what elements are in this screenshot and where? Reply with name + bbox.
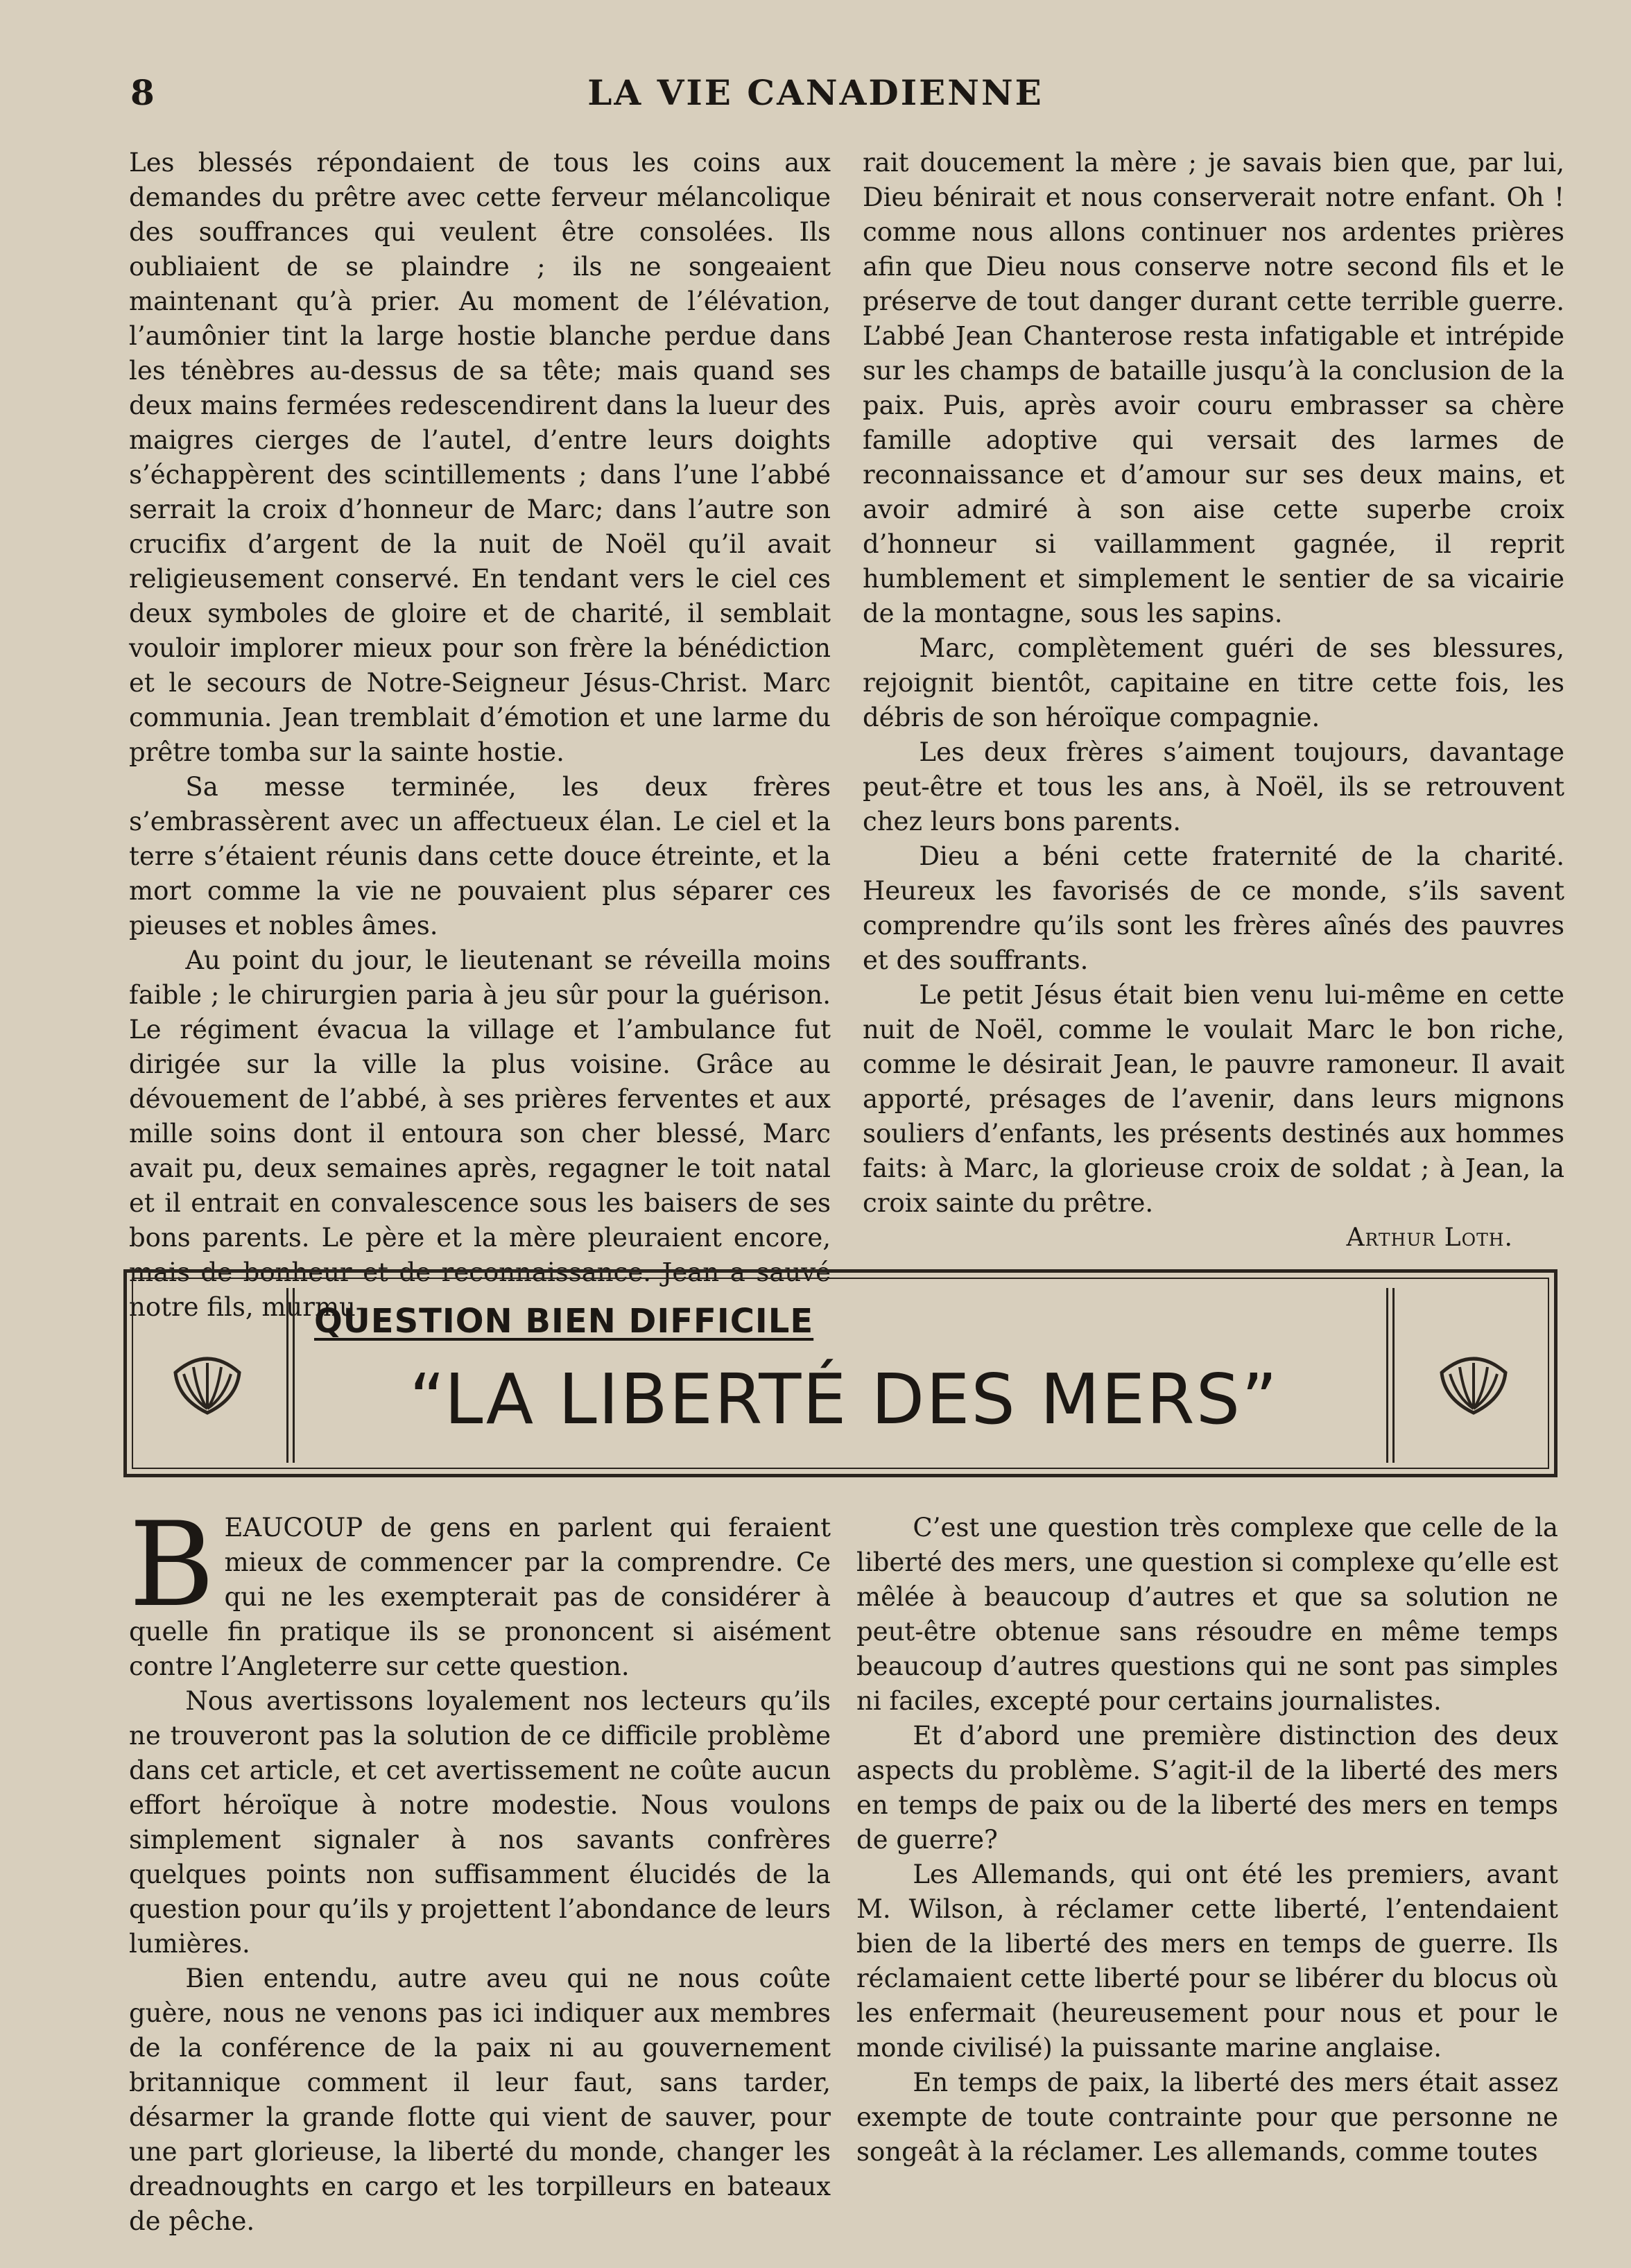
paragraph: Les Allemands, qui ont été les premiers, avant M. Wilson, à réclamer cette liberté, l’entendaient bien de la liberté des mers en temps de guerre. Ils réclamaient cette liberté pour se libérer du blocus où les enfermait (heureusement pour nous et pour le monde civilisé) la puissante marine anglaise. — [856, 1859, 1558, 2063]
paragraph: Sa messe terminée, les deux frères s’embrassèrent avec un affectueux élan. Le ciel et la terre s’étaient réunis dans cette douce étreinte, et la mort comme la vie ne pouvaient plus séparer ces pieuses et nobles âmes. — [129, 772, 831, 940]
shell-ornament-icon — [170, 1349, 245, 1416]
shell-ornament-icon — [1436, 1349, 1511, 1416]
paragraph: Dieu a béni cette fraternité de la charité. Heureux les favorisés de ce monde, s’ils savent comprendre qu’ils sont les frères aînés des pauvres et des souffrants. — [863, 841, 1564, 975]
article-column-left — [129, 1497, 831, 2239]
paragraph: Au point du jour, le lieutenant se réveilla moins faible ; le chirurgien paria à jeu sûr pour la guérison. Le régiment évacua la village et l’ambulance fut dirigée sur la ville la plus voisine. Grâce au dévouement de l’abbé, à ses prières ferventes et aux mille soins dont il entoura son cher blessé, Marc avait pu, deux semaines après, regagner le toit natal et il entrait en convalescence sous les baisers de ses bons parents. Le père et la mère pleuraient encore, mais de bonheur et de reconnaissance. Jean a sauvé notre fils, murmu- — [129, 945, 831, 1322]
article-column-right — [856, 1511, 1558, 2170]
paragraph: Les deux frères s’aiment toujours, davantage peut-être et tous les ans, à Noël, ils se retrouvent chez leurs bons parents. — [863, 737, 1564, 836]
lead-word: EAUCOUP — [224, 1513, 363, 1543]
story-column-left — [129, 146, 831, 1325]
article-kicker: QUESTION BIEN DIFFICILE — [314, 1302, 814, 1341]
paragraph: C’est une question très complexe que celle de la liberté des mers, une question si complexe qu’elle est mêlée à beaucoup d’autres et que sa solution ne peut-être obtenue sans résoudre en même temps beaucoup d’autres questions qui ne sont pas simples ni faciles, excepté pour certains journalistes. — [856, 1513, 1558, 1716]
title-box-rule-left — [286, 1288, 295, 1463]
paragraph: Bien entendu, autre aveu qui ne nous coûte guère, nous ne venons pas ici indiquer aux membres de la conférence de la paix ni au gouvernement britannique comment il leur faut, sans tarder, désarmer la grande flotte qui vient de sauver, pour une part glorieuse, la liberté du monde, changer les dreadnoughts en cargo et les torpilleurs en bateaux de pêche. — [129, 1964, 831, 2236]
page-number: 8 — [130, 72, 155, 113]
paragraph: Et d’abord une première distinction des deux aspects du problème. S’agit-il de la liberté des mers en temps de paix ou de la liberté des mers en temps de guerre? — [856, 1721, 1558, 1855]
lead-paragraph — [129, 1497, 831, 1684]
paragraph: Nous avertissons loyalement nos lecteurs qu’ils ne trouveront pas la solution de ce difficile problème dans cet article, et cet avertissement ne coûte aucun effort héroïque à notre modestie. Nous voulons simplement signaler à nos savants confrères quelques points non suffisamment élucidés de la question pour qu’ils y projettent l’abondance de leurs lumières. — [129, 1686, 831, 1959]
lead-text: de gens en parlent qui feraient mieux de commencer par la comprendre. Ce qui ne les exempterait pas de considérer à quelle fin pratique ils se prononcent si aisément contre l’Angleterre sur cette question. — [129, 1513, 831, 1681]
paragraph: rait doucement la mère ; je savais bien que, par lui, Dieu bénirait et nous conserverait notre enfant. Oh ! comme nous allons continuer nos ardentes prières afin que Dieu nous conserve notre second fils et le préserve de tout danger durant cette terrible guerre. L’abbé Jean Chanterose resta infatigable et intrépide sur les champs de bataille jusqu’à la conclusion de la paix. Puis, après avoir couru embrasser sa chère famille adoptive qui versait des larmes de reconnaissance et d’amour sur ses deux mains, et avoir admiré à son aise cette superbe croix d’honneur si vaillamment gagnée, il reprit humblement et simplement le sentier de sa vicairie de la montagne, sous les sapins. — [863, 148, 1564, 628]
drop-cap: B — [129, 1497, 215, 1633]
running-title: LA VIE CANADIENNE — [587, 72, 1044, 113]
article-headline: “LA LIBERTÉ DES MERS” — [409, 1359, 1279, 1440]
paragraph: Le petit Jésus était bien venu lui-même en cette nuit de Noël, comme le voulait Marc le bon riche, comme le désirait Jean, le pauvre ramoneur. Il avait apporté, présages de l’avenir, dans leurs mignons souliers d’enfants, les présents destinés aux hommes faits: à Marc, la glorieuse croix de soldat ; à Jean, la croix sainte du prêtre. — [863, 980, 1564, 1218]
author-signature: Arthur Loth. — [1346, 1223, 1513, 1252]
story-column-right — [863, 146, 1564, 1255]
title-box-rule-right — [1386, 1288, 1395, 1463]
paragraph: En temps de paix, la liberté des mers était assez exempte de toute contrainte pour que personne ne songeât à la réclamer. Les allemands, comme toutes — [856, 2068, 1558, 2167]
article-title-box — [123, 1269, 1557, 1477]
paragraph: Marc, complètement guéri de ses blessures, rejoignit bientôt, capitaine en titre cette fois, les débris de son héroïque compagnie. — [863, 633, 1564, 732]
paragraph: Les blessés répondaient de tous les coins aux demandes du prêtre avec cette ferveur mélancolique des souffrances qui veulent être consolées. Ils oubliaient de se plaindre ; ils ne songeaient maintenant qu’à prier. Au moment de l’élévation, l’aumônier tint la large hostie blanche perdue dans les ténèbres au-dessus de sa tête; mais quand ses deux mains fermées redescendirent dans la lueur des maigres cierges de l’autel, d’entre leurs doights s’échappèrent des scintillements ; dans l’une l’abbé serrait la croix d’honneur de Marc; dans l’autre son crucifix d’argent de la nuit de Noël qu’il avait religieusement conservé. En tendant vers le ciel ces deux symboles de gloire et de charité, il semblait vouloir implorer mieux pour son frère la bénédiction et le secours de Notre-Seigneur Jésus-Christ. Marc communia. Jean tremblait d’émotion et une larme du prêtre tomba sur la sainte hostie. — [129, 148, 831, 767]
